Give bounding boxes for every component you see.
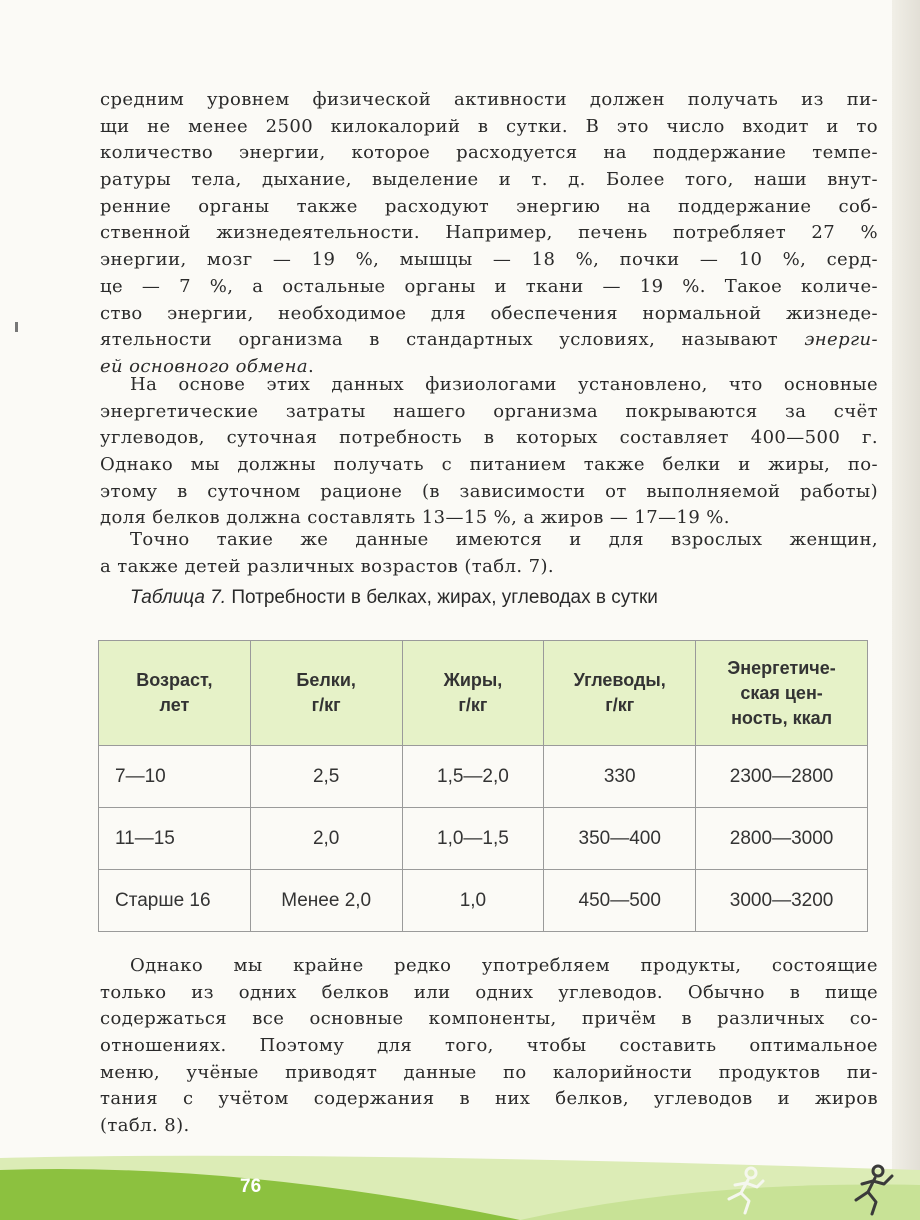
paragraph-energy: [100, 87, 878, 381]
cell-proteins: 2,0: [250, 808, 402, 870]
page-number: 76: [240, 1176, 262, 1197]
table-header-row: [99, 641, 868, 746]
text-line: а также детей различных возрастов (табл. 7).: [100, 555, 554, 577]
cell-energy: 2800—3000: [696, 808, 868, 870]
text-line: этому в суточном рационе (в зависимости от выполняемой работы): [100, 480, 878, 502]
term-italic: ей основного обмена: [100, 355, 308, 377]
text-line: энергии, мозг — 19 %, мышцы — 18 %, почки — 10 %, серд-: [100, 249, 878, 271]
cell-carbs: 450—500: [544, 870, 696, 932]
text-line: Точно такие же данные имеются и для взрослых женщин,: [130, 529, 878, 550]
term-italic: энерги-: [804, 329, 878, 351]
text-line: энергетические затраты нашего организма покрываются за счёт: [100, 400, 878, 422]
text-line: ренние органы также расходуют энергию на поддержание соб-: [100, 195, 878, 217]
text-line: только из одних белков или одних углеводов. Обычно в пище: [100, 981, 878, 1003]
table-row: [99, 808, 868, 870]
cell-age: 11—15: [99, 808, 251, 870]
text-fragment: ятельности организма в стандартных условиях, называют: [100, 329, 779, 351]
table-caption: [130, 587, 658, 609]
paragraph-women-children: [100, 527, 878, 580]
text-line: Однако мы крайне редко употребляем продукты, состоящие: [130, 955, 878, 976]
text-line: щи не менее 2500 килокалорий в сутки. В это число входит и то: [100, 115, 878, 137]
text-line: ственной жизнедеятельности. Например, печень потребляет 27 %: [100, 222, 878, 244]
header-proteins: Белки, г/кг: [250, 641, 402, 746]
cell-age: Старше 16: [99, 870, 251, 932]
header-carbs: Углеводы, г/кг: [544, 641, 696, 746]
table-row: [99, 870, 868, 932]
caption-text: Потребности в белках, жирах, углеводах в сутки: [226, 587, 658, 608]
cell-fats: 1,0: [402, 870, 544, 932]
text-line: (табл. 8).: [100, 1115, 190, 1137]
text-line: меню, учёные приводят данные по калорийности продуктов пи-: [100, 1061, 878, 1083]
text-line: На основе этих данных физиологами установлено, что основные: [130, 374, 878, 395]
runner-icon: [840, 1162, 900, 1217]
header-fats: Жиры, г/кг: [402, 641, 544, 746]
cell-age: 7—10: [99, 746, 251, 808]
cell-carbs: 330: [544, 746, 696, 808]
caption-label: Таблица 7.: [130, 587, 227, 608]
text-line: Однако мы должны получать с питанием также белки и жиры, по-: [100, 454, 878, 476]
header-age: Возраст, лет: [99, 641, 251, 746]
text-line: ство энергии, необходимое для обеспечения нормальной жизнеде-: [100, 302, 878, 324]
margin-mark: [15, 322, 18, 332]
header-energy: Энергетиче- ская цен- ность, ккал: [696, 641, 868, 746]
nutrition-table: [98, 640, 868, 932]
footer-band: [0, 1140, 920, 1220]
text-line: тания с учётом содержания в них белков, углеводов и жиров: [100, 1088, 878, 1110]
cell-fats: 1,0—1,5: [402, 808, 544, 870]
text-line: содержаться все основные компоненты, причём в различных со-: [100, 1008, 878, 1030]
text-line: ратуры тела, дыхание, выделение и т. д. Более того, наши внут-: [100, 169, 878, 191]
text-line: отношениях. Поэтому для того, чтобы составить оптимальное: [100, 1035, 878, 1057]
paragraph-physiology: [100, 372, 878, 532]
cell-fats: 1,5—2,0: [402, 746, 544, 808]
cell-carbs: 350—400: [544, 808, 696, 870]
text-line: количество энергии, которое расходуется на поддержание темпе-: [100, 142, 878, 164]
table-row: [99, 746, 868, 808]
text-line: углеводов, суточная потребность в которых составляет 400—500 г.: [100, 427, 878, 449]
page-spine-shadow: [892, 0, 920, 1220]
paragraph-products: [100, 953, 878, 1140]
runner-icon: [715, 1165, 775, 1215]
cell-proteins: Менее 2,0: [250, 870, 402, 932]
text-line: це — 7 %, а остальные органы и ткани — 19 %. Такое количе-: [100, 275, 878, 297]
cell-energy: 3000—3200: [696, 870, 868, 932]
text-line: средним уровнем физической активности должен получать из пи-: [100, 89, 878, 110]
text-line-with-term: [100, 327, 878, 354]
cell-energy: 2300—2800: [696, 746, 868, 808]
text-line: доля белков должна составлять 13—15 %, а жиров — 17—19 %.: [100, 507, 730, 529]
text-fragment: .: [308, 355, 315, 377]
cell-proteins: 2,5: [250, 746, 402, 808]
